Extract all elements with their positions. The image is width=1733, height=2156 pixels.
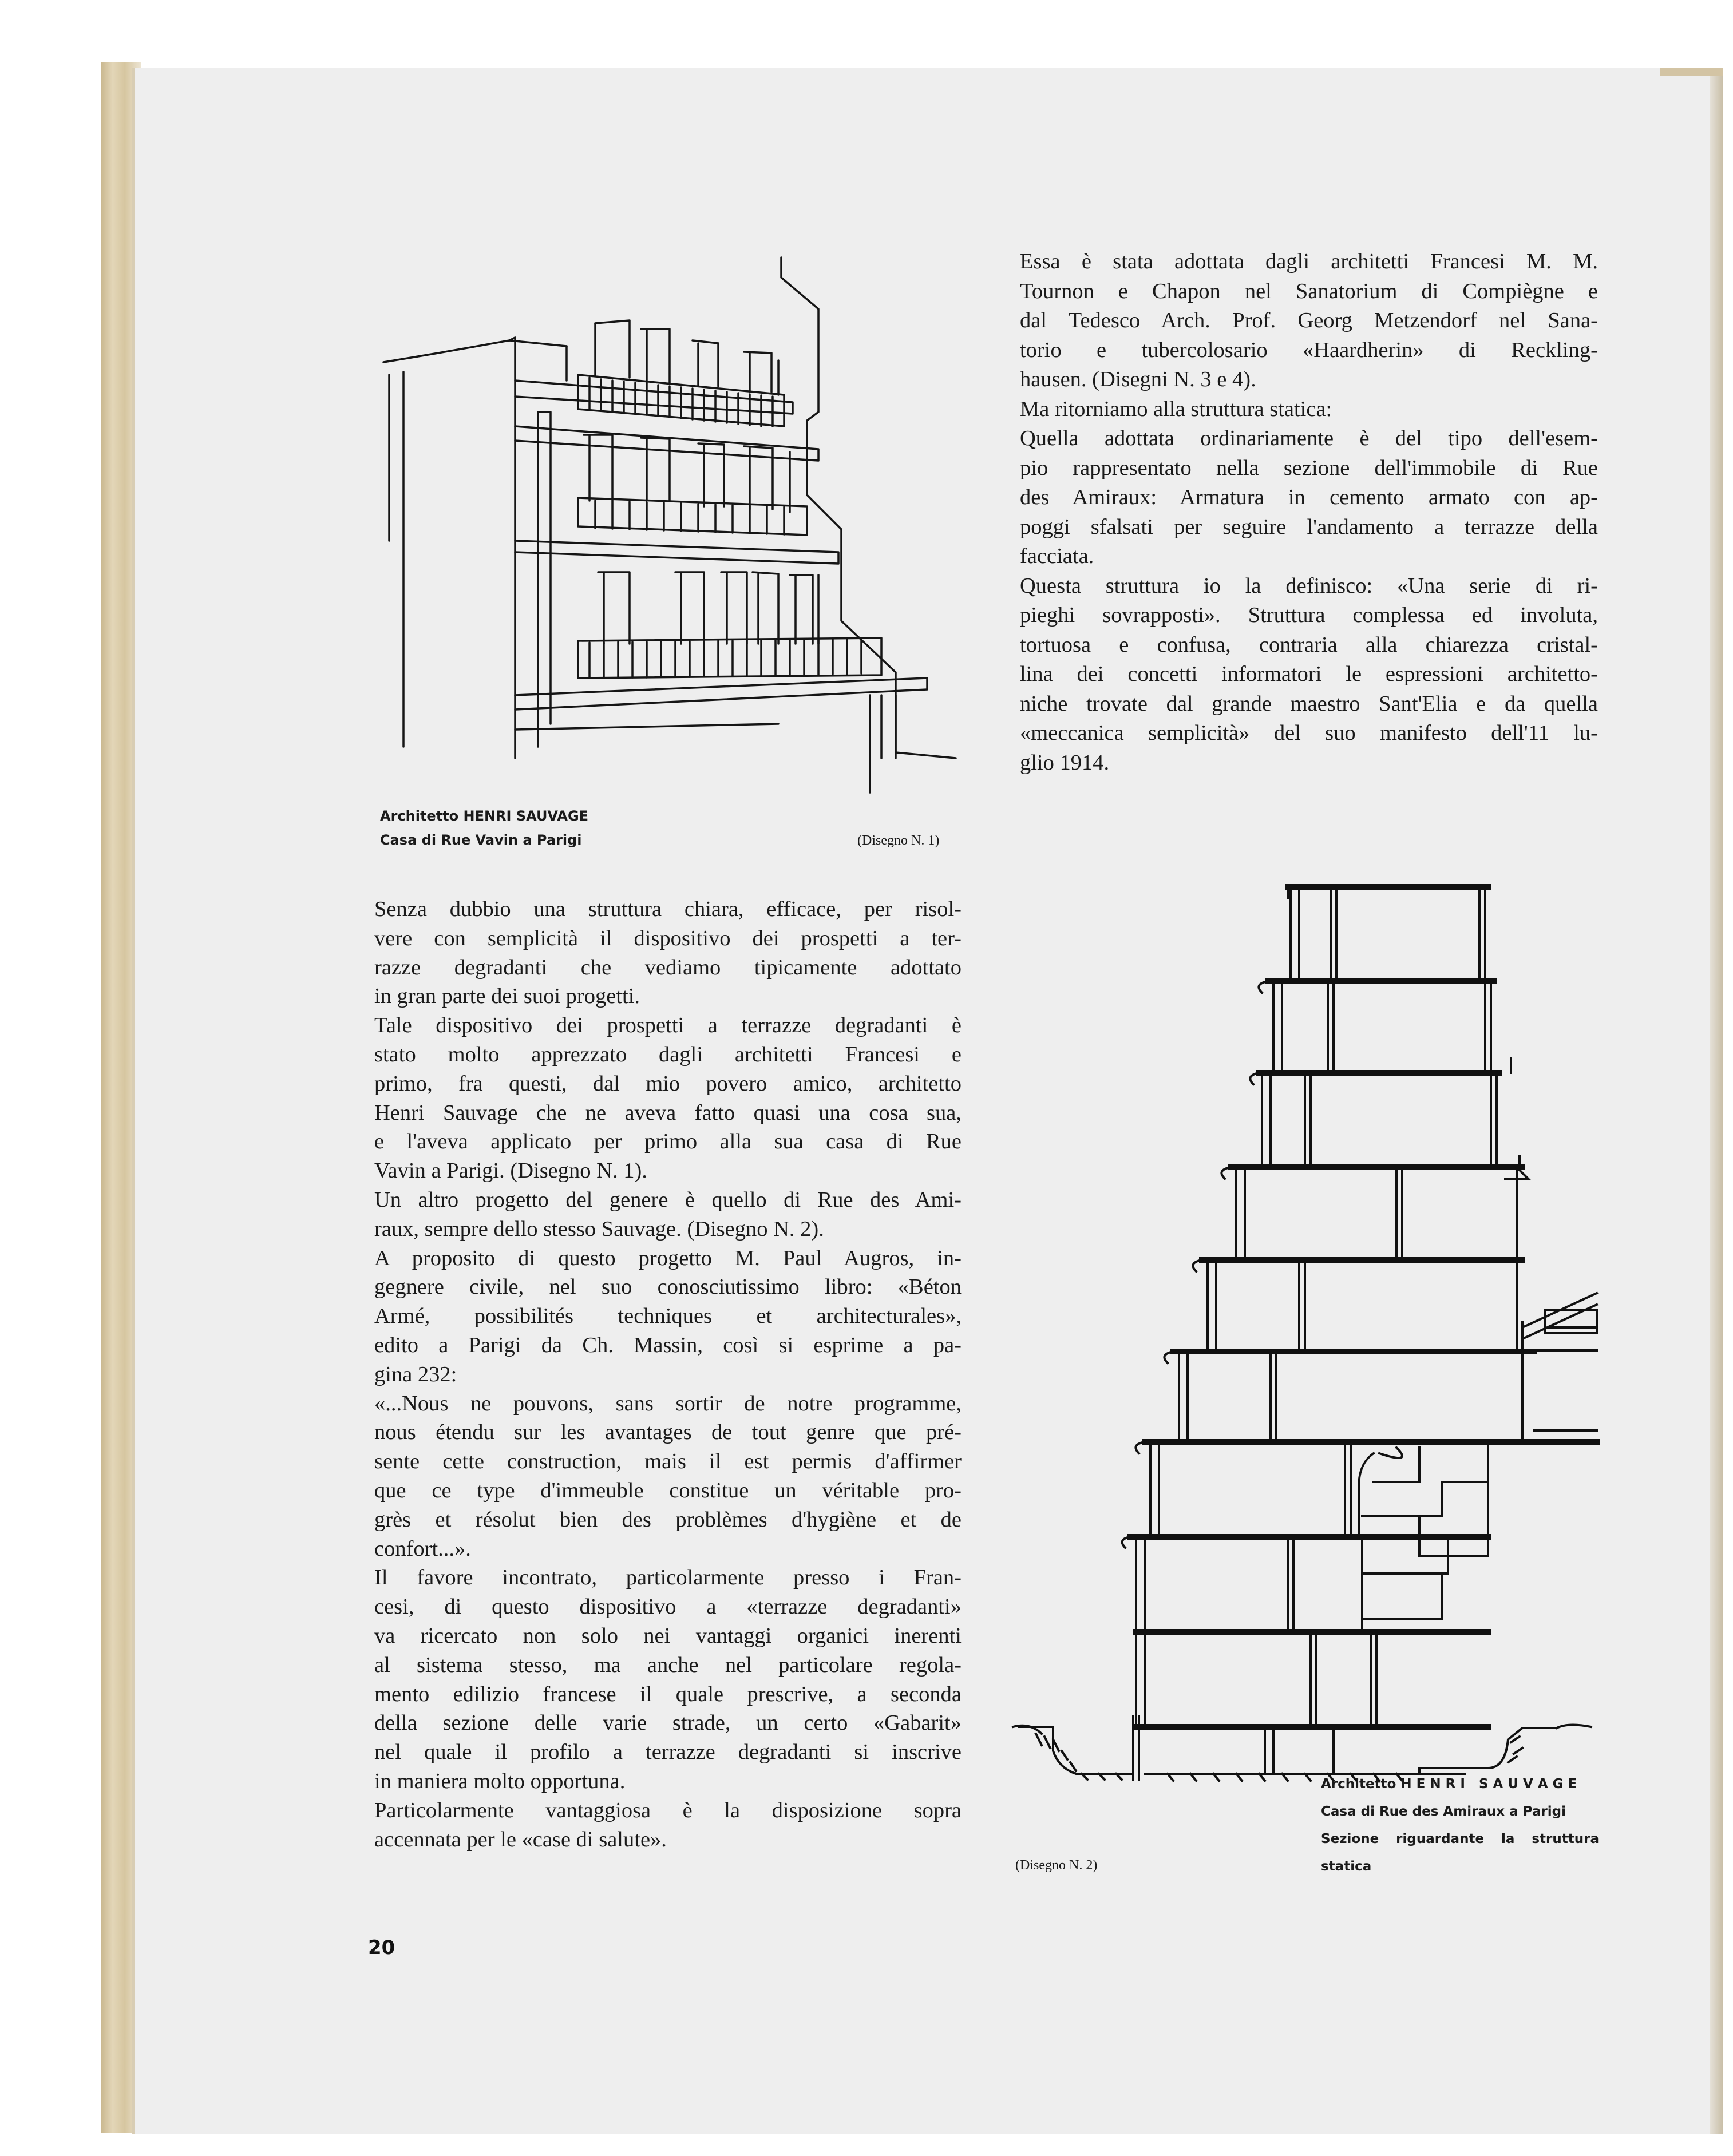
text-line: niche trovate dal grande maestro Sant'Elia e da quella <box>1020 691 1598 716</box>
text-line: grès et résolut bien des problèmes d'hygiène et de <box>374 1507 962 1532</box>
caption-line: Architetto H E N R I S A U V A G E <box>1321 1777 1577 1792</box>
caption-line: Casa di Rue des Amiraux a Parigi <box>1321 1804 1566 1819</box>
text-line: «meccanica semplicità» del suo manifesto dell'11 lu- <box>1020 721 1598 745</box>
paragraph <box>374 1796 962 1854</box>
text-line: della sezione delle varie strade, un certo «Gabarit» <box>374 1711 962 1735</box>
figure1-facade-drawing <box>378 255 973 792</box>
text-line: Un altro progetto del genere è quello di Rue des Ami- <box>374 1187 962 1212</box>
page-number: 20 <box>368 1936 395 1959</box>
text-line: Tournon e Chapon nel Sanatorium di Compiègne e <box>1020 279 1598 303</box>
text-line: stato molto apprezzato dagli architetti Francesi e <box>374 1042 962 1067</box>
page-edge-top <box>1660 68 1723 76</box>
paragraph <box>1020 424 1598 572</box>
text-line: sente cette construction, mais il est permis d'affirmer <box>374 1449 962 1474</box>
text-line: Vavin a Parigi. (Disegno N. 1). <box>374 1159 647 1183</box>
text-line: pio rappresentato nella sezione dell'immobile di Rue <box>1020 455 1598 480</box>
text-line: tortuosa e confusa, contraria alla chiarezza cristal- <box>1020 632 1598 657</box>
caption-line: Sezione riguardante la struttura <box>1321 1832 1599 1846</box>
text-line: mento edilizio francese il quale prescrive, a seconda <box>374 1682 962 1706</box>
text-line: va ricercato non solo nei vantaggi organici inerenti <box>374 1623 962 1648</box>
text-line: gegnere civile, nel suo conosciutissimo libro: «Béton <box>374 1275 962 1299</box>
text-line: gina 232: <box>374 1362 457 1386</box>
text-line: lina dei concetti informatori le espressioni architetto- <box>1020 662 1598 686</box>
paragraph <box>374 1186 962 1244</box>
text-line: Henri Sauvage che ne aveva fatto quasi una cosa sua, <box>374 1100 962 1125</box>
figure2-ref: (Disegno N. 2) <box>1015 1858 1098 1873</box>
text-line: glio 1914. <box>1020 750 1110 775</box>
text-line: des Amiraux: Armatura in cemento armato con ap- <box>1020 485 1598 509</box>
text-line: facciata. <box>1020 544 1094 568</box>
right-column-text <box>1020 247 1598 778</box>
text-line: nel quale il profilo a terrazze degradanti si inscrive <box>374 1740 962 1765</box>
text-line: nous étendu sur les avantages de tout genre que pré- <box>374 1420 962 1445</box>
text-line: Tale dispositivo dei prospetti a terrazze degradanti è <box>374 1013 962 1038</box>
text-line: primo, fra questi, dal mio povero amico, architetto <box>374 1071 962 1096</box>
paragraph <box>1020 395 1598 425</box>
paragraph <box>374 1563 962 1796</box>
caption-line: Casa di Rue Vavin a Parigi <box>380 832 582 848</box>
text-line: cesi, di questo dispositivo a «terrazze degradanti» <box>374 1595 962 1619</box>
paragraph <box>1020 572 1598 778</box>
text-line: accennata per le «case di salute». <box>374 1827 667 1852</box>
text-line: dal Tedesco Arch. Prof. Georg Metzendorf nel Sana- <box>1020 308 1598 332</box>
paragraph <box>374 1244 962 1389</box>
text-line: hausen. (Disegni N. 3 e 4). <box>1020 367 1256 391</box>
caption-line: Architetto HENRI SAUVAGE <box>380 808 589 824</box>
paragraph <box>374 1011 962 1186</box>
text-line: Ma ritorniamo alla struttura statica: <box>1020 397 1332 421</box>
text-line: poggi sfalsati per seguire l'andamento a terrazze della <box>1020 514 1598 539</box>
text-line: in maniera molto opportuna. <box>374 1769 626 1793</box>
text-line: raux, sempre dello stesso Sauvage. (Disegno N. 2). <box>374 1216 824 1241</box>
paragraph <box>1020 247 1598 395</box>
text-line: «...Nous ne pouvons, sans sortir de notre programme, <box>374 1391 962 1416</box>
text-line: torio e tubercolosario «Haardherin» di Reckling- <box>1020 338 1598 362</box>
figure2-caption <box>1321 1770 1599 1880</box>
left-column-text <box>374 895 962 1854</box>
paragraph <box>374 895 962 1011</box>
text-line: edito a Parigi da Ch. Massin, così si esprime a pa- <box>374 1333 962 1357</box>
text-line: A proposito di questo progetto M. Paul Augros, in- <box>374 1246 962 1270</box>
text-line: e l'aveva applicato per primo alla sua casa di Rue <box>374 1129 962 1154</box>
figure2-section-drawing <box>1019 875 1603 1757</box>
text-line: Quella adottata ordinariamente è del tipo dell'esem- <box>1020 426 1598 450</box>
text-line: Il favore incontrato, particolarmente presso i Fran- <box>374 1566 962 1590</box>
text-line: vere con semplicità il dispositivo dei prospetti a ter- <box>374 926 962 950</box>
text-line: Armé, possibilités techniques et architecturales», <box>374 1304 962 1329</box>
text-line: Senza dubbio una struttura chiara, efficace, per risol- <box>374 897 962 921</box>
text-line: Essa è stata adottata dagli architetti Francesi M. M. <box>1020 249 1598 274</box>
figure1-ref: (Disegno N. 1) <box>857 833 940 848</box>
text-line: confort...». <box>374 1536 471 1561</box>
caption-line: statica <box>1321 1859 1372 1874</box>
text-line: razze degradanti che vediamo tipicamente adottato <box>374 955 962 980</box>
text-line: pieghi sovrapposti». Struttura complessa ed involuta, <box>1020 603 1598 627</box>
figure1-caption <box>380 804 588 852</box>
text-line: que ce type d'immeuble constitue un véritable pro- <box>374 1478 962 1503</box>
text-line: al sistema stesso, ma anche nel particolare regola- <box>374 1652 962 1677</box>
text-line: Particolarmente vantaggiosa è la disposizione sopra <box>374 1798 962 1822</box>
text-line: Questa struttura io la definisco: «Una serie di ri- <box>1020 573 1598 598</box>
paragraph <box>374 1389 962 1564</box>
text-line: in gran parte dei suoi progetti. <box>374 984 640 1009</box>
page-edge-right <box>1710 68 1723 2134</box>
